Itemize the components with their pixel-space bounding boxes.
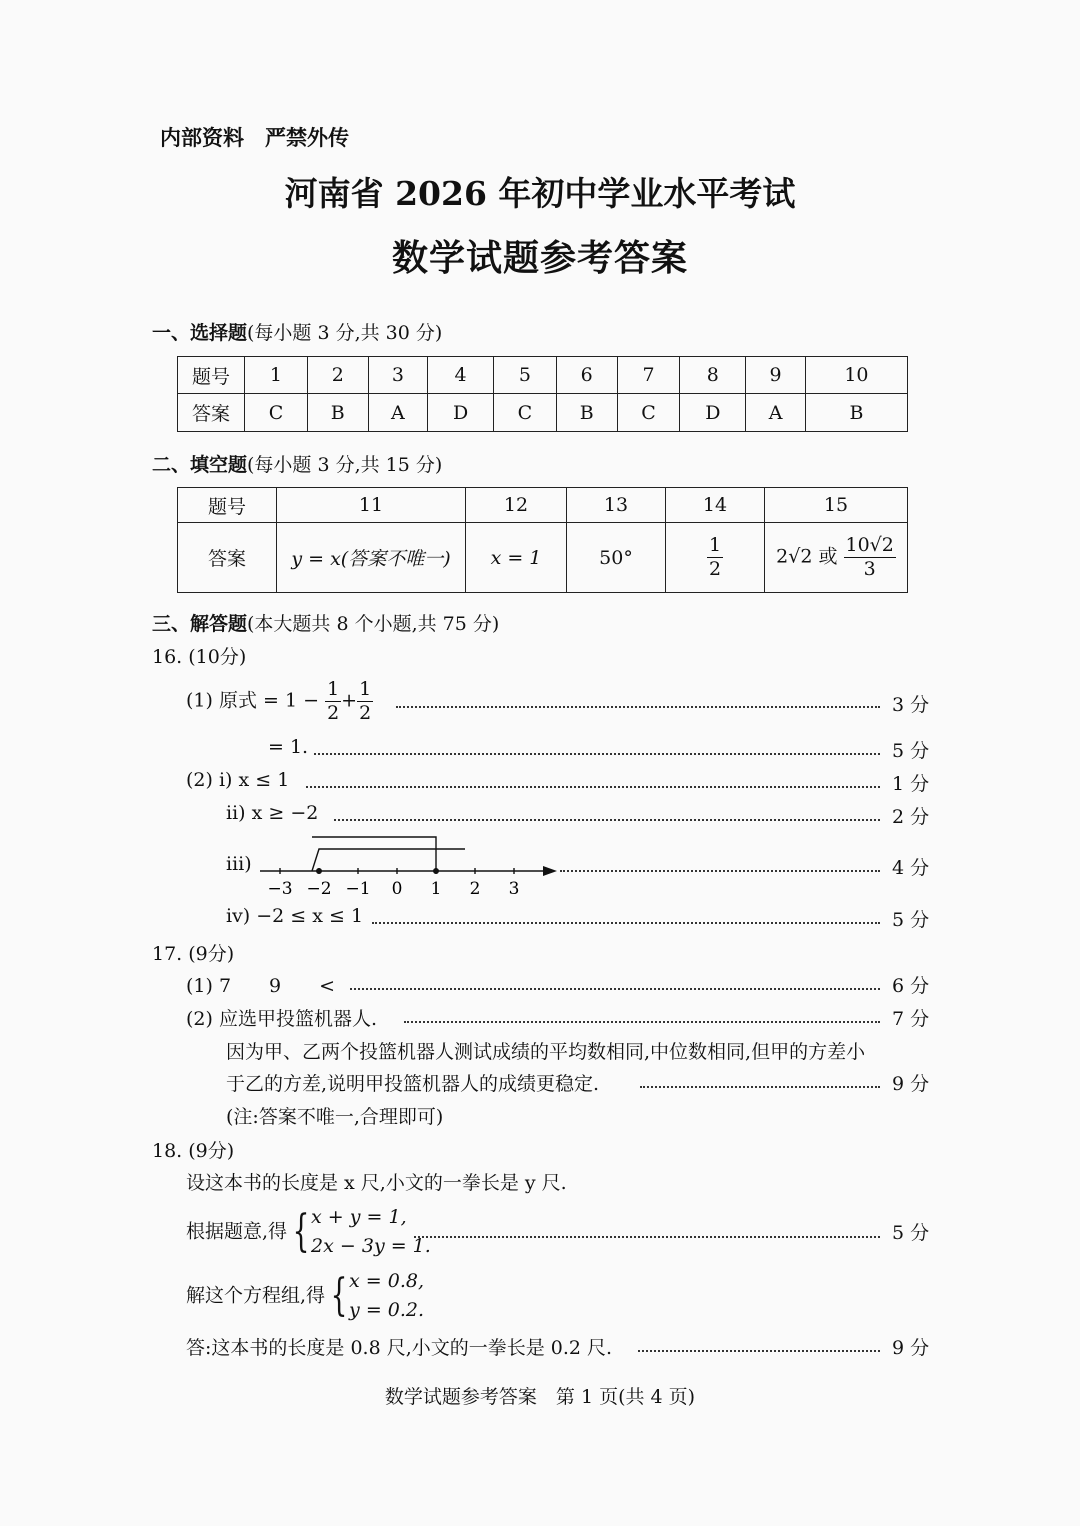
closed-point-icon — [316, 868, 322, 874]
tick-label: −2 — [306, 879, 332, 899]
section-2-heading — [152, 450, 442, 477]
section-3-title: 三、解答题 — [152, 613, 248, 635]
table-cell: A — [368, 394, 428, 432]
row-label-answer: 答案 — [178, 523, 277, 593]
dot-leader — [314, 753, 880, 755]
dot-leader — [306, 786, 880, 788]
score: 7 分 — [892, 1008, 930, 1030]
row-label-question: 题号 — [178, 488, 277, 523]
denominator: 2 — [327, 701, 340, 724]
table-row — [178, 523, 908, 593]
q18-sol-prefix: 解这个方程组,得 — [186, 1284, 326, 1307]
denominator: 2 — [708, 558, 722, 580]
fraction — [357, 678, 373, 725]
q18-heading: 18. (9分) — [152, 1140, 235, 1162]
numerator: 1 — [708, 534, 722, 557]
brace-icon: { — [292, 1206, 310, 1258]
document-title: 数学试题参考答案 — [391, 237, 688, 279]
score: 4 分 — [892, 857, 930, 879]
score: 6 分 — [892, 975, 930, 997]
table-cell: 6 — [556, 357, 617, 394]
table-cell: C — [617, 394, 680, 432]
answer-13: 50° — [567, 523, 666, 593]
q16-part2-i: (2) ⅰ) x ≤ 1 — [186, 769, 290, 791]
tick-label: 3 — [508, 879, 520, 899]
table-cell: 9 — [746, 357, 806, 394]
tick-label: 1 — [430, 879, 442, 899]
q18-answer: 答:这本书的长度是 0.8 尺,小文的一拳长是 0.2 尺. — [186, 1337, 613, 1359]
score: 5 分 — [892, 909, 930, 931]
q17-reason-line1: 因为甲、乙两个投篮机器人测试成绩的平均数相同,中位数相同,但甲的方差小 — [226, 1041, 866, 1063]
brace-icon: { — [330, 1270, 348, 1322]
q18-equations — [186, 1203, 431, 1262]
answer-12: x = 1 — [466, 523, 567, 593]
table-cell: 10 — [805, 357, 907, 394]
dot-leader — [404, 1021, 880, 1023]
score: 3 分 — [892, 694, 930, 716]
header-note: 内部资料 严禁外传 — [160, 126, 349, 150]
tick-label: −3 — [267, 879, 293, 899]
solution-y: y = 0.2. — [349, 1299, 425, 1322]
score: 5 分 — [892, 1222, 930, 1244]
table-cell: C — [245, 394, 308, 432]
dot-leader — [640, 1086, 880, 1088]
tick-label: −1 — [345, 879, 371, 899]
score: 2 分 — [892, 806, 930, 828]
section-2-title: 二、填空题 — [152, 454, 248, 476]
number-line — [255, 828, 565, 900]
q16-part2-ii: ⅱ) x ≥ −2 — [226, 802, 319, 824]
q16-part1 — [186, 678, 373, 725]
dot-leader — [350, 988, 880, 990]
table-cell: B — [556, 394, 617, 432]
table-cell: 11 — [277, 488, 466, 523]
dot-leader — [334, 819, 880, 821]
equation-system — [311, 1203, 431, 1262]
numerator: 10√2 — [845, 534, 894, 557]
q17-part2: (2) 应选甲投篮机器人. — [186, 1008, 377, 1030]
denominator: 2 — [359, 701, 372, 724]
tick-label: 0 — [391, 879, 403, 899]
table-cell: D — [680, 394, 746, 432]
q16-part1-result: = 1. — [268, 736, 309, 758]
q16-part2-iii: ⅲ) — [226, 853, 252, 875]
section-2-note: (每小题 3 分,共 15 分) — [247, 454, 443, 476]
table-cell: 8 — [680, 357, 746, 394]
table-cell: 15 — [765, 488, 908, 523]
answer-11: y = x(答案不唯一) — [277, 523, 466, 593]
table-row — [178, 357, 908, 394]
q16-part1-prefix: (1) 原式 = 1 − — [186, 689, 320, 712]
section-1-title: 一、选择题 — [152, 322, 248, 344]
q17-note: (注:答案不唯一,合理即可) — [226, 1106, 444, 1128]
table-cell: 7 — [617, 357, 680, 394]
denominator: 3 — [863, 558, 876, 580]
table-cell: C — [493, 394, 556, 432]
numerator: 1 — [327, 678, 340, 700]
answer-15-left: 2√2 或 — [776, 545, 838, 568]
table-cell: 4 — [428, 357, 494, 394]
q17-part1: (1) 7 9 < — [186, 975, 336, 997]
solution-x: x = 0.8, — [349, 1270, 425, 1292]
solution-system — [349, 1267, 424, 1326]
choice-answer-table — [177, 356, 908, 432]
answer-14 — [666, 523, 765, 593]
score: 1 分 — [892, 773, 930, 795]
fraction — [707, 534, 723, 581]
table-cell: 14 — [666, 488, 765, 523]
exam-title: 河南省 2026 年初中学业水平考试 — [284, 174, 796, 213]
tick-label: 2 — [469, 879, 481, 899]
table-cell: 1 — [245, 357, 308, 394]
table-cell: 12 — [466, 488, 567, 523]
fraction — [844, 534, 896, 581]
section-1-heading — [152, 318, 442, 345]
score: 9 分 — [892, 1073, 930, 1095]
q16-heading: 16. (10分) — [152, 646, 247, 668]
table-cell: 13 — [567, 488, 666, 523]
table-cell: B — [805, 394, 907, 432]
tick-group — [267, 868, 519, 899]
table-cell: 5 — [493, 357, 556, 394]
fill-answer-table — [177, 487, 908, 593]
dot-leader — [396, 706, 880, 708]
plus-sign: + — [341, 689, 358, 712]
table-cell: D — [428, 394, 494, 432]
table-cell: A — [746, 394, 806, 432]
section-3-heading — [152, 609, 499, 636]
table-row — [178, 394, 908, 432]
section-3-note: (本大题共 8 个小题,共 75 分) — [247, 613, 500, 635]
table-cell: 3 — [368, 357, 428, 394]
q17-reason-line2: 于乙的方差,说明甲投篮机器人的成绩更稳定. — [226, 1073, 600, 1095]
page-footer: 数学试题参考答案 第 1 页(共 4 页) — [384, 1386, 696, 1408]
score: 9 分 — [892, 1337, 930, 1359]
dot-leader — [560, 870, 880, 872]
numerator: 1 — [359, 678, 372, 700]
score: 5 分 — [892, 740, 930, 762]
row-label-question: 题号 — [178, 357, 245, 394]
table-cell: B — [307, 394, 368, 432]
equation-2: 2x − 3y = 1. — [311, 1235, 431, 1258]
dot-leader — [372, 922, 880, 924]
equation-1: x + y = 1, — [311, 1206, 407, 1228]
q16-part2-iv: ⅳ) −2 ≤ x ≤ 1 — [226, 905, 364, 927]
answer-15 — [765, 523, 908, 593]
solution-bracket-lower — [312, 849, 465, 871]
table-row — [178, 488, 908, 523]
dot-leader — [414, 1236, 880, 1238]
table-cell: 2 — [307, 357, 368, 394]
q18-solution — [186, 1267, 424, 1326]
fraction — [325, 678, 341, 725]
q18-setup: 设这本书的长度是 x 尺,小文的一拳长是 y 尺. — [186, 1172, 567, 1194]
arrow-head-icon — [543, 866, 557, 876]
q17-heading: 17. (9分) — [152, 943, 235, 965]
dot-leader — [638, 1350, 880, 1352]
q18-eq-prefix: 根据题意,得 — [186, 1220, 288, 1243]
section-1-note: (每小题 3 分,共 30 分) — [247, 322, 443, 344]
solution-bracket-upper — [312, 837, 436, 871]
row-label-answer: 答案 — [178, 394, 245, 432]
closed-point-icon — [433, 868, 439, 874]
